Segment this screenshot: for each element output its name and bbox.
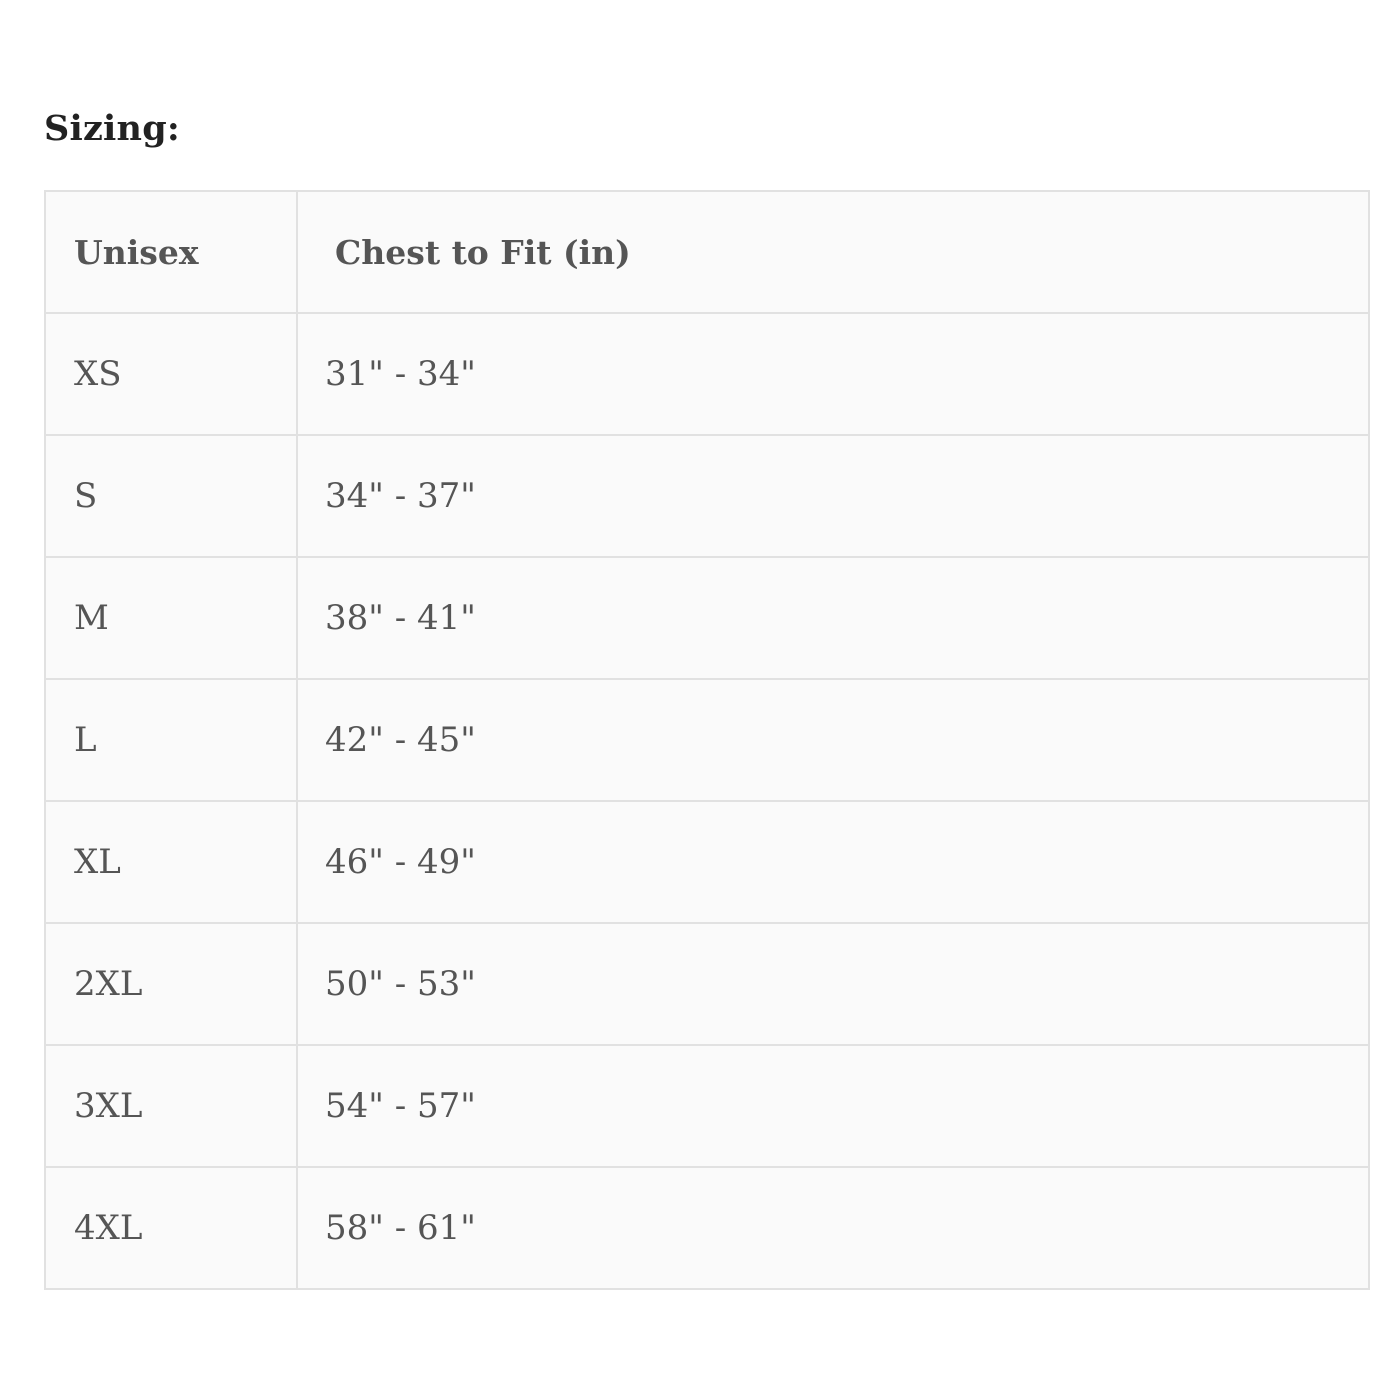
size-cell: L [45,679,297,801]
size-cell: 4XL [45,1167,297,1289]
page-title: Sizing: [44,108,180,149]
table-row [45,1045,1369,1167]
size-chart-table [44,190,1370,1290]
table-row [45,801,1369,923]
size-cell: XL [45,801,297,923]
size-cell: S [45,435,297,557]
table-row [45,435,1369,557]
chest-range-cell: 31" - 34" [297,313,1369,435]
chest-range-cell: 50" - 53" [297,923,1369,1045]
table-row [45,923,1369,1045]
table-row [45,1167,1369,1289]
chest-range-cell: 58" - 61" [297,1167,1369,1289]
table-header-row [45,191,1369,313]
chest-range-cell: 38" - 41" [297,557,1369,679]
size-cell: 2XL [45,923,297,1045]
size-cell: M [45,557,297,679]
chest-range-cell: 34" - 37" [297,435,1369,557]
chest-range-cell: 42" - 45" [297,679,1369,801]
header-chest-to-fit: Chest to Fit (in) [297,191,1369,313]
header-unisex: Unisex [45,191,297,313]
table-row [45,557,1369,679]
chest-range-cell: 46" - 49" [297,801,1369,923]
table-row [45,313,1369,435]
size-cell: 3XL [45,1045,297,1167]
size-cell: XS [45,313,297,435]
table-row [45,679,1369,801]
chest-range-cell: 54" - 57" [297,1045,1369,1167]
